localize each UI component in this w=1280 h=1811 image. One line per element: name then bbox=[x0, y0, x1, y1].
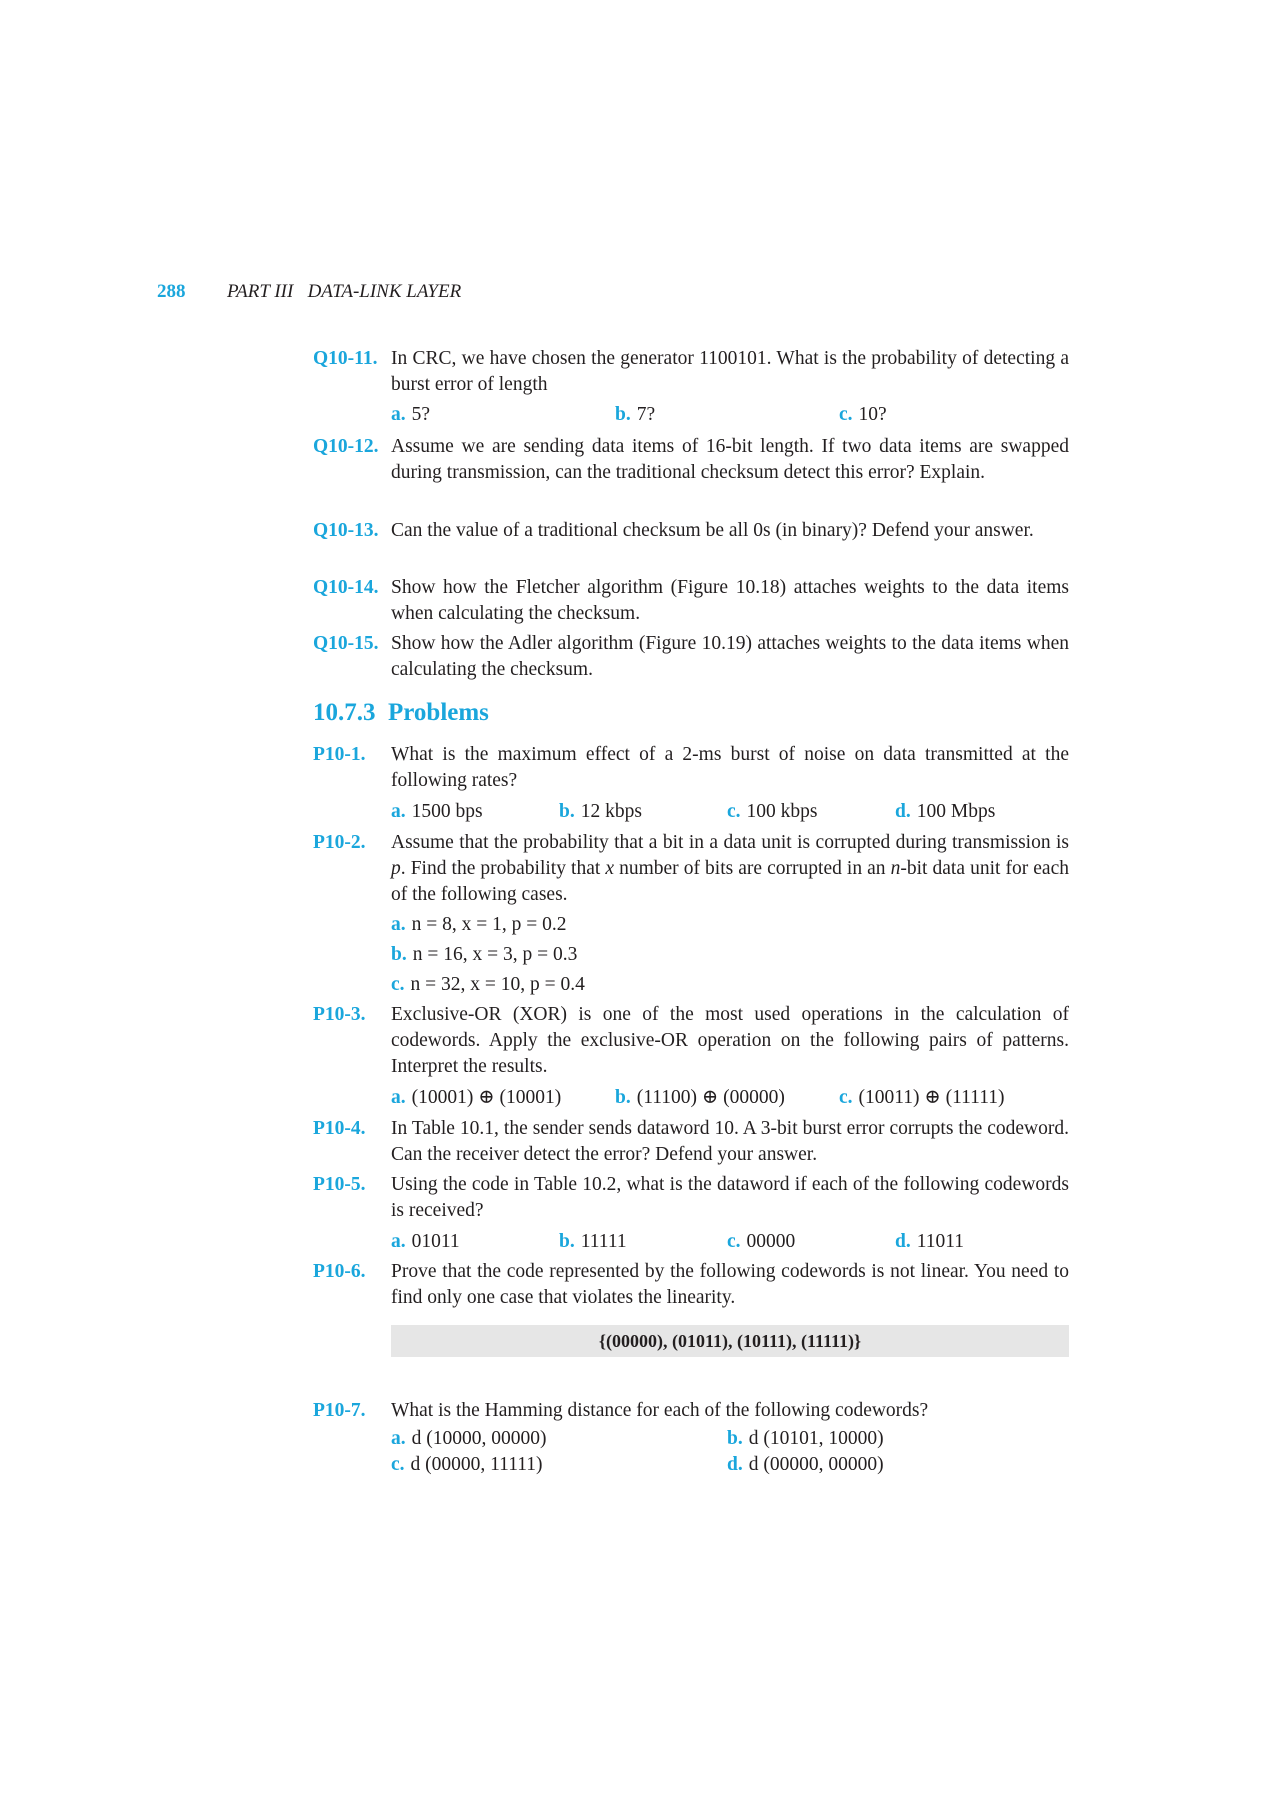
part-title: PART III DATA-LINK LAYER bbox=[227, 281, 462, 302]
option-a: a. (10001) ⊕ (10001) bbox=[391, 1087, 562, 1108]
problem-text: Using the code in Table 10.2, what is the dataword if each of the following codewords is received? bbox=[391, 1174, 1069, 1221]
case-a: a. n = 8, x = 1, p = 0.2 bbox=[391, 914, 567, 935]
option-b: b. (11100) ⊕ (00000) bbox=[615, 1087, 785, 1108]
options-row bbox=[391, 1085, 1069, 1111]
problem-label: P10-1. bbox=[313, 744, 366, 765]
problem-label: P10-2. bbox=[313, 832, 366, 853]
option-b: b. 7? bbox=[615, 404, 656, 425]
option-d: d. 11011 bbox=[895, 1231, 965, 1252]
problem-text: Prove that the code represented by the following codewords is not linear. You need to find only one case that violates the linearity. bbox=[391, 1261, 1069, 1308]
option-a: a. 1500 bps bbox=[391, 801, 483, 822]
option-d: d. d (00000, 00000) bbox=[727, 1454, 884, 1475]
question-q10-13 bbox=[313, 518, 1069, 544]
problem-p10-2 bbox=[313, 830, 1069, 998]
running-header bbox=[157, 281, 462, 303]
question-label: Q10-14. bbox=[313, 577, 379, 598]
problem-text: In Table 10.1, the sender sends dataword 10. A 3-bit burst error corrupts the codeword. Can the receiver detect the error? Defend your answer. bbox=[391, 1118, 1069, 1165]
question-text: In CRC, we have chosen the generator 1100101. What is the probability of detecting a burst error of length bbox=[391, 348, 1069, 395]
question-label: Q10-12. bbox=[313, 436, 379, 457]
option-a: a. 01011 bbox=[391, 1231, 460, 1252]
question-q10-11 bbox=[313, 346, 1069, 428]
option-b: b. d (10101, 10000) bbox=[727, 1428, 884, 1449]
problem-label: P10-5. bbox=[313, 1174, 366, 1195]
problem-p10-3 bbox=[313, 1002, 1069, 1111]
question-text: Can the value of a traditional checksum be all 0s (in binary)? Defend your answer. bbox=[391, 520, 1034, 541]
option-d: d. 100 Mbps bbox=[895, 801, 996, 822]
problem-label: P10-7. bbox=[313, 1400, 366, 1421]
option-a: a. d (10000, 00000) bbox=[391, 1428, 547, 1449]
case-c: c. n = 32, x = 10, p = 0.4 bbox=[391, 974, 585, 995]
question-q10-12 bbox=[313, 434, 1069, 486]
question-label: Q10-15. bbox=[313, 633, 379, 654]
problem-text: Assume that the probability that a bit in a data unit is corrupted during transmission is p. Find the probability that x number of bits are corrupted in an n-bit data unit for each of the following cases. bbox=[391, 832, 1069, 905]
question-q10-15 bbox=[313, 631, 1069, 683]
question-q10-14 bbox=[313, 575, 1069, 627]
options-row bbox=[391, 1426, 1069, 1452]
question-label: Q10-13. bbox=[313, 520, 379, 541]
problem-p10-4 bbox=[313, 1116, 1069, 1168]
case-b: b. n = 16, x = 3, p = 0.3 bbox=[391, 944, 578, 965]
problem-p10-5 bbox=[313, 1172, 1069, 1255]
problem-p10-7 bbox=[313, 1398, 1069, 1478]
option-c: c. 00000 bbox=[727, 1231, 796, 1252]
options-row bbox=[391, 402, 1069, 428]
problem-label: P10-4. bbox=[313, 1118, 366, 1139]
codeword-set-box: {(00000), (01011), (10111), (11111)} bbox=[391, 1325, 1069, 1357]
option-c: c. 100 kbps bbox=[727, 801, 818, 822]
problem-text: Exclusive-OR (XOR) is one of the most used operations in the calculation of codewords. Apply the exclusive-OR operation on the following pairs of patterns. Interpret the results. bbox=[391, 1004, 1069, 1077]
option-c: c. 10? bbox=[839, 404, 887, 425]
problem-p10-6 bbox=[313, 1259, 1069, 1311]
problem-label: P10-6. bbox=[313, 1261, 366, 1282]
question-text: Show how the Fletcher algorithm (Figure 10.18) attaches weights to the data items when calculating the checksum. bbox=[391, 577, 1069, 624]
option-a: a. 5? bbox=[391, 404, 431, 425]
option-b: b. 12 kbps bbox=[559, 801, 642, 822]
section-heading: 10.7.3 Problems bbox=[313, 699, 489, 726]
question-text: Assume we are sending data items of 16-bit length. If two data items are swapped during transmission, can the traditional checksum detect this error? Explain. bbox=[391, 436, 1069, 483]
problem-text: What is the maximum effect of a 2-ms burst of noise on data transmitted at the following rates? bbox=[391, 744, 1069, 791]
problem-text: What is the Hamming distance for each of the following codewords? bbox=[391, 1400, 929, 1421]
options-row bbox=[391, 799, 1069, 825]
question-label: Q10-11. bbox=[313, 348, 378, 369]
page-number: 288 bbox=[157, 281, 186, 302]
option-b: b. 11111 bbox=[559, 1231, 627, 1252]
problem-p10-1 bbox=[313, 742, 1069, 825]
option-c: c. d (00000, 11111) bbox=[391, 1454, 543, 1475]
problem-label: P10-3. bbox=[313, 1004, 366, 1025]
question-text: Show how the Adler algorithm (Figure 10.19) attaches weights to the data items when calculating the checksum. bbox=[391, 633, 1069, 680]
options-row bbox=[391, 1452, 1069, 1478]
options-row bbox=[391, 1229, 1069, 1255]
option-c: c. (10011) ⊕ (11111) bbox=[839, 1087, 1005, 1108]
